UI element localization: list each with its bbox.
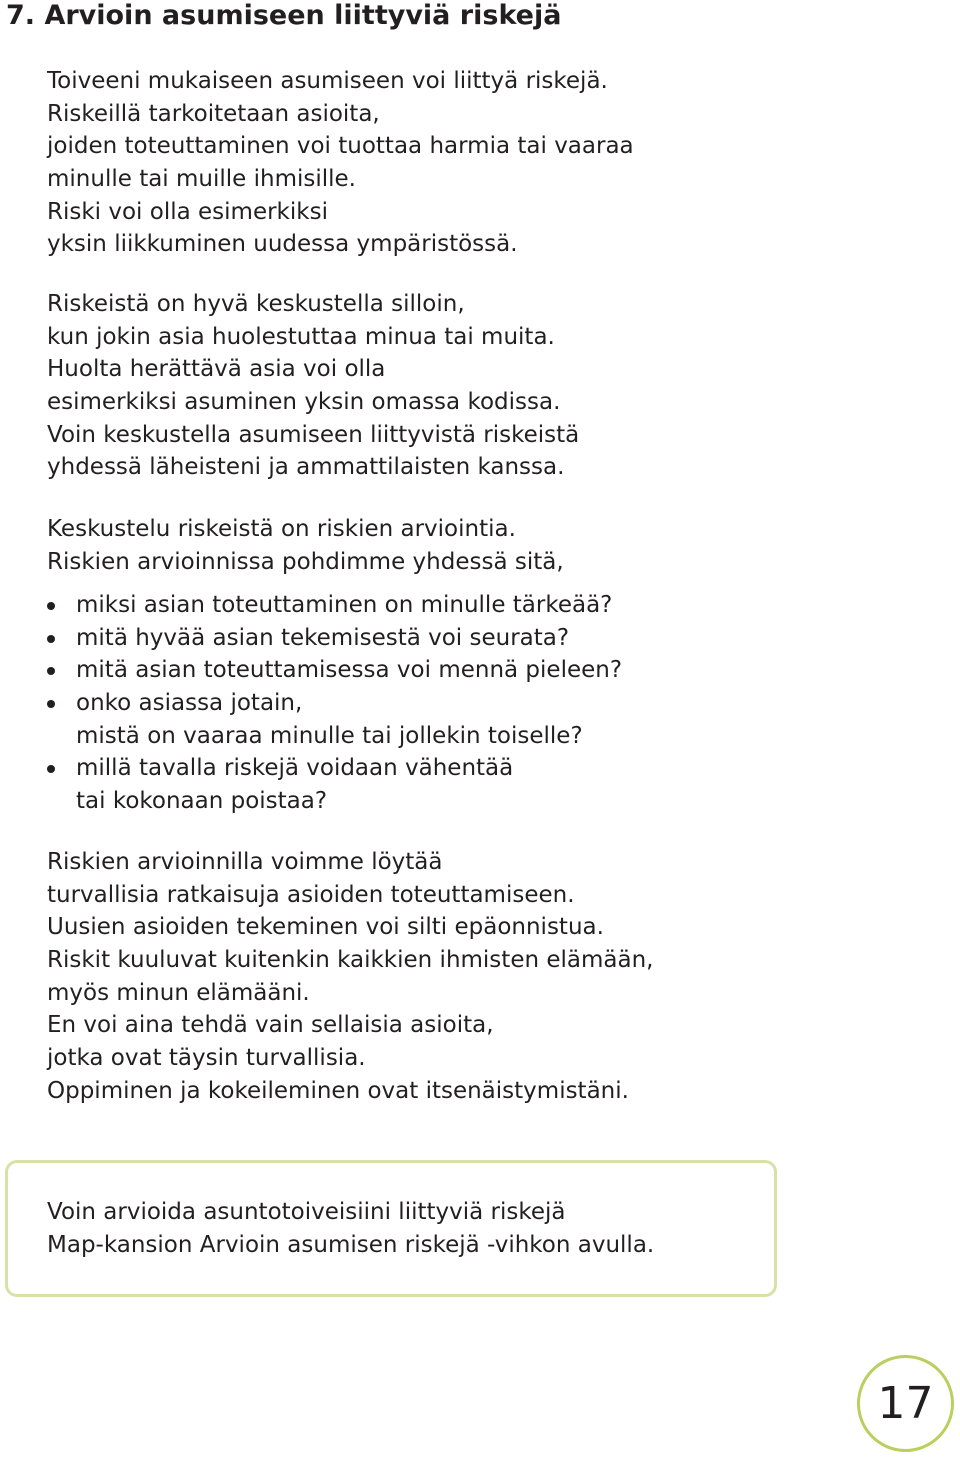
text-line: Riskien arvioinnilla voimme löytää (47, 849, 443, 875)
text-line: Riskien arvioinnissa pohdimme yhdessä sitä, (47, 548, 564, 575)
text-line: yksin liikkuminen uudessa ympäristössä. (47, 231, 518, 258)
text-line: Riskeistä on hyvä keskustella silloin, (47, 291, 465, 317)
text-line: Toiveeni mukaiseen asumiseen voi liittyä riskejä. (47, 68, 608, 94)
page-number: 17 (877, 1378, 934, 1429)
text-line: mistä on vaaraa minulle tai jollekin toiselle? (76, 722, 583, 749)
paragraph-intro (47, 65, 927, 261)
text-line: Riski voi olla esimerkiksi (47, 198, 328, 225)
text-line: joiden toteuttaminen voi tuottaa harmia tai vaaraa (47, 133, 634, 160)
text-line: millä tavalla riskejä voidaan vähentää (76, 755, 514, 782)
text-line: Huolta herättävä asia voi olla (47, 356, 386, 383)
text-line: tai kokonaan poistaa? (76, 788, 328, 815)
text-line: mitä hyvää asian tekemisestä voi seurata? (76, 624, 570, 651)
list-item (47, 589, 622, 622)
text-line: minulle tai muille ihmisille. (47, 166, 356, 193)
question-list (47, 589, 622, 818)
paragraph-assessment (47, 513, 927, 578)
text-line: Keskustelu riskeistä on riskien arviointia. (47, 516, 516, 542)
bullet-icon (47, 602, 55, 610)
page-number-badge (857, 1355, 954, 1452)
paragraph-discussion (47, 288, 927, 484)
text-line: Voin keskustella asumiseen liittyvistä riskeistä (47, 421, 580, 448)
info-box-text (47, 1196, 654, 1261)
text-line: Uusien asioiden tekeminen voi silti epäonnistua. (47, 914, 604, 941)
text-line: mitä asian toteuttamisessa voi mennä pieleen? (76, 657, 623, 684)
text-line: jotka ovat täysin turvallisia. (47, 1045, 366, 1072)
bullet-icon (47, 700, 55, 708)
text-line: miksi asian toteuttaminen on minulle tärkeää? (76, 592, 613, 618)
bullet-icon (47, 667, 55, 675)
text-line: turvallisia ratkaisuja asioiden toteuttamiseen. (47, 881, 575, 908)
text-line: esimerkiksi asuminen yksin omassa kodissa. (47, 389, 561, 416)
text-line: onko asiassa jotain, (76, 690, 303, 717)
list-item (47, 654, 622, 687)
list-item (47, 622, 622, 655)
text-line: Riskit kuuluvat kuitenkin kaikkien ihmisten elämään, (47, 947, 654, 974)
text-line: Oppiminen ja kokeileminen ovat itsenäistymistäni. (47, 1077, 629, 1104)
list-item (47, 752, 622, 817)
page-title: 7. Arvioin asumiseen liittyviä riskejä (6, 0, 562, 31)
text-line: En voi aina tehdä vain sellaisia asioita, (47, 1012, 494, 1039)
text-line: Riskeillä tarkoitetaan asioita, (47, 100, 380, 127)
list-item (47, 687, 622, 752)
paragraph-conclusion (47, 846, 927, 1108)
text-line: Voin arvioida asuntotoiveisiini liittyviä riskejä (47, 1199, 566, 1225)
text-line: myös minun elämääni. (47, 979, 310, 1006)
bullet-icon (47, 765, 55, 773)
bullet-icon (47, 635, 55, 643)
text-line: kun jokin asia huolestuttaa minua tai muita. (47, 323, 555, 350)
text-line: yhdessä läheisteni ja ammattilaisten kanssa. (47, 454, 565, 481)
text-line: Map-kansion Arvioin asumisen riskejä -vihkon avulla. (47, 1231, 655, 1258)
